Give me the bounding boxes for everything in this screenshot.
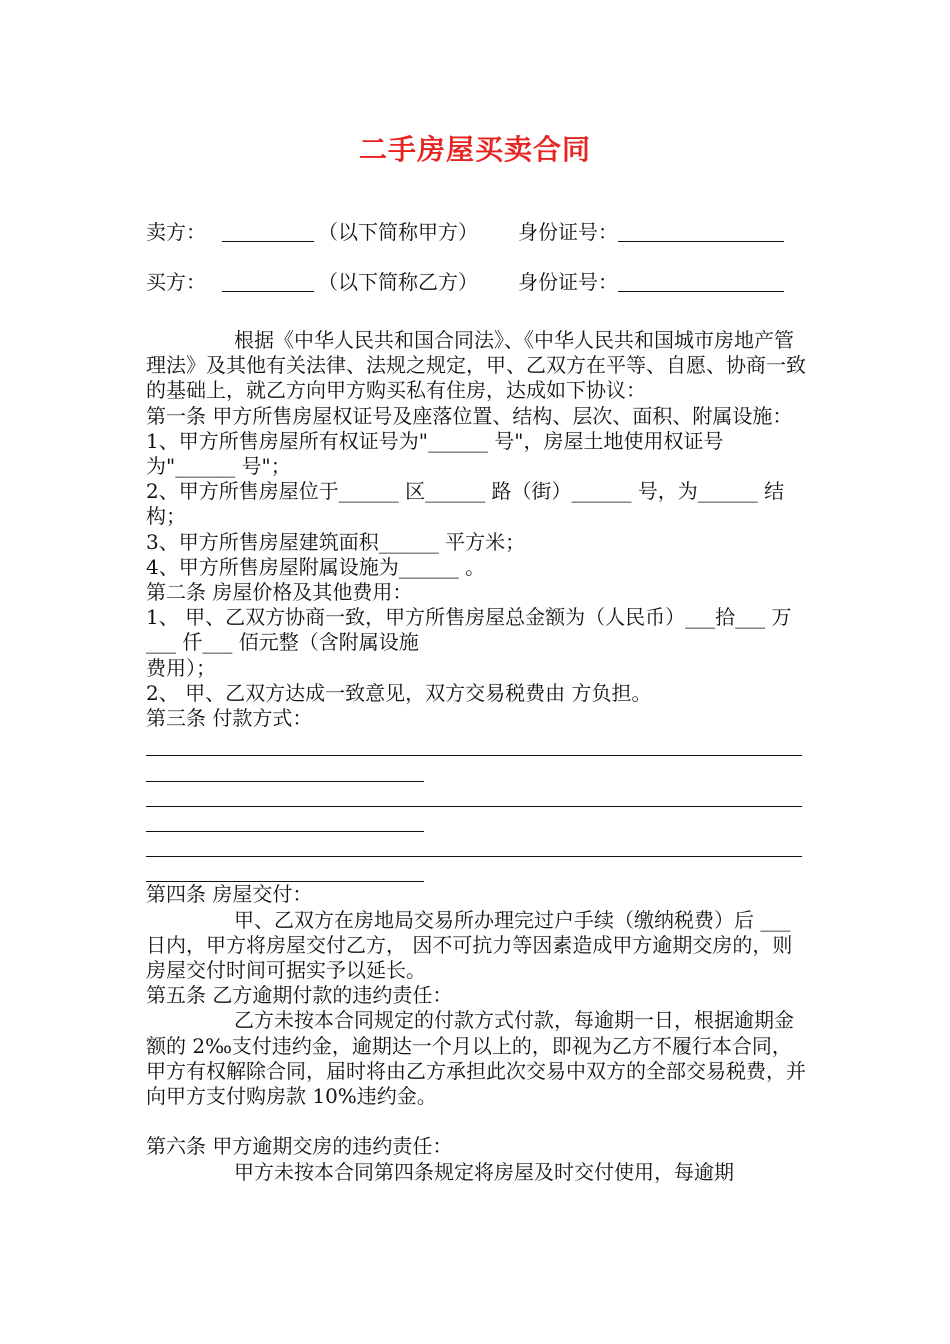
seller-id-blank xyxy=(618,221,684,242)
document-title: 二手房屋买卖合同 xyxy=(358,133,591,166)
article1-item4: 4、甲方所售房屋附属设施为______ 。 xyxy=(146,554,486,579)
preamble: 根据《中华人民共和国合同法》、《中华人民共和国城市房地产管理法》及其他有关法律、法规之规定，甲、乙双方在平等、自愿、协商一致的基础上，就乙方向甲方购买私有住房，达成如下协议： xyxy=(146,328,806,403)
article3-heading: 第三条 付款方式： xyxy=(146,706,313,731)
article4-heading: 第四条 房屋交付： xyxy=(146,882,313,907)
article2-heading: 第二条 房屋价格及其他费用： xyxy=(146,580,413,605)
article2-item1-cont: 费用）； xyxy=(146,655,216,680)
buyer-label: 买方： xyxy=(146,270,206,294)
buyer-name-blank xyxy=(222,271,314,292)
article5-heading: 第五条 乙方逾期付款的违约责任： xyxy=(146,983,453,1008)
payment-blank-line xyxy=(146,857,424,882)
seller-label: 卖方： xyxy=(146,220,206,244)
payment-blank-line xyxy=(146,782,802,807)
article2-item2: 2、 甲、乙双方达成一致意见，双方交易税费由 方负担。 xyxy=(146,680,652,705)
seller-name-blank xyxy=(222,221,314,242)
payment-blank-line xyxy=(146,832,802,857)
seller-id-blank-ext xyxy=(684,221,784,242)
article1-item1: 1、甲方所售房屋所有权证号为"______ 号"，房屋土地使用权证号为"______ 号"； xyxy=(146,428,724,479)
seller-line xyxy=(146,220,806,270)
article6-heading: 第六条 甲方逾期交房的违约责任： xyxy=(146,1134,453,1159)
buyer-id-blank-ext xyxy=(684,271,784,292)
article4-body: 甲、乙双方在房地局交易所办理完过户手续（缴纳税费）后 ___ 日内，甲方将房屋交付乙方， 因不可抗力等因素造成甲方逾期交房的，则房屋交付时间可据实予以延长。 xyxy=(146,907,793,982)
article1-heading: 第一条 甲方所售房屋权证号及座落位置、结构、层次、面积、附属设施： xyxy=(146,403,793,428)
buyer-id-label: 身份证号： xyxy=(518,270,618,294)
paragraph-gap xyxy=(146,1109,806,1134)
payment-blank-line xyxy=(146,731,802,756)
article5-body: 乙方未按本合同规定的付款方式付款，每逾期一日，根据逾期金额的 2‰支付违约金，逾期达一个月以上的，即视为乙方不履行本合同，甲方有权解除合同，届时将由乙方承担此次交易中双方的全部交易税费，并向甲方支付购房款 10%违约金。 xyxy=(146,1008,806,1108)
article1-item2: 2、甲方所售房屋位于______ 区______ 路（街）______ 号，为______ 结构； xyxy=(146,479,785,529)
buyer-line xyxy=(146,270,806,320)
contract-body xyxy=(146,220,806,1185)
buyer-id-blank xyxy=(618,271,684,292)
payment-blank-line xyxy=(146,756,424,781)
spacer xyxy=(146,320,806,328)
payment-blank-line xyxy=(146,807,424,832)
article2-item1: 1、 甲、乙双方协商一致，甲方所售房屋总金额为（人民币）___拾___ 万___ 仟___ 佰元整（含附属设施 xyxy=(146,605,792,655)
buyer-alias: （以下简称乙方） xyxy=(318,270,478,294)
article6-body: 甲方未按本合同第四条规定将房屋及时交付使用，每逾期 xyxy=(234,1159,734,1184)
seller-alias: （以下简称甲方） xyxy=(318,220,478,244)
article1-item3: 3、甲方所售房屋建筑面积______ 平方米； xyxy=(146,529,526,554)
seller-id-label: 身份证号： xyxy=(518,220,618,244)
